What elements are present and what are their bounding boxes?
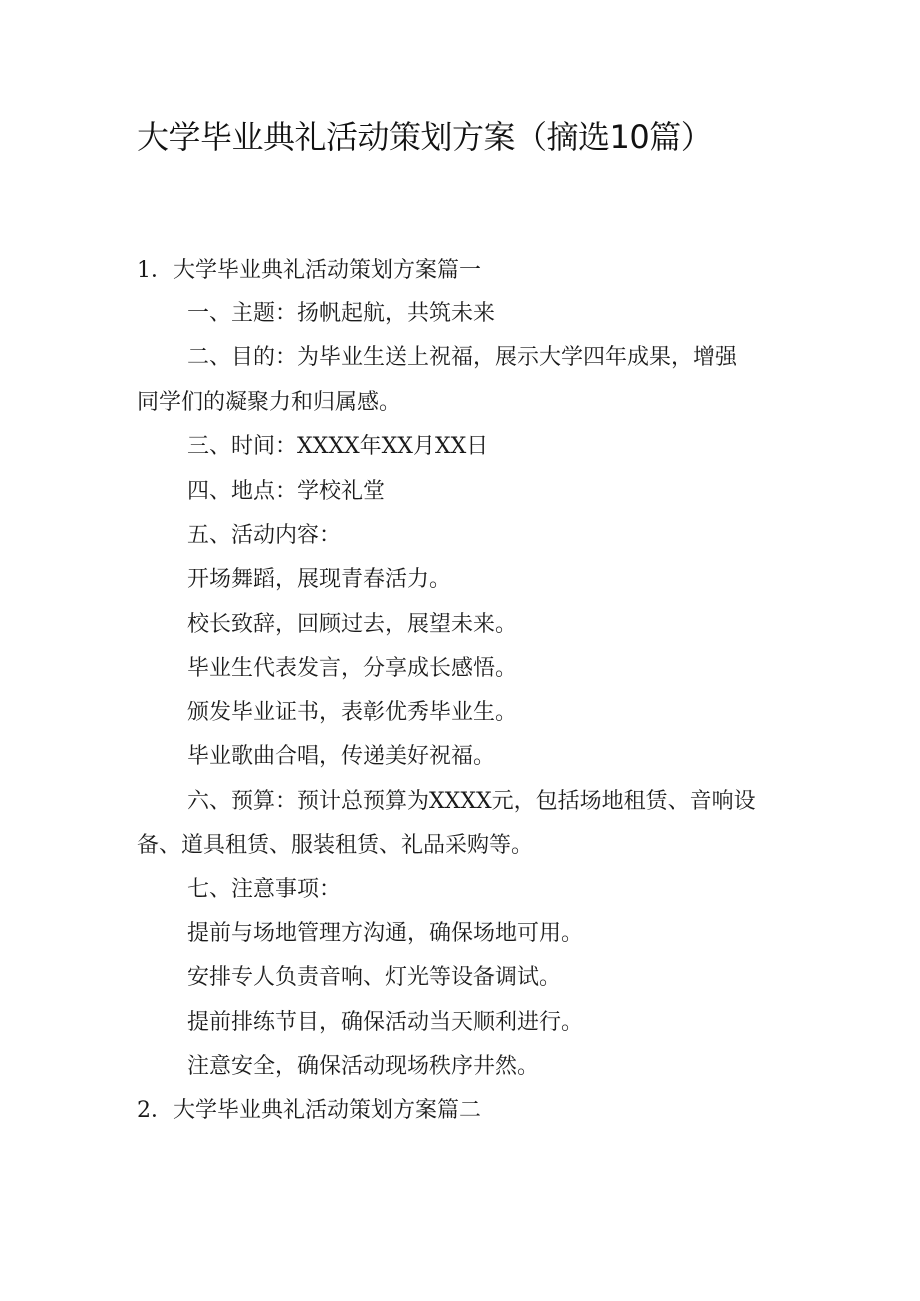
section-heading-1: 1．大学毕业典礼活动策划方案篇一: [137, 258, 481, 283]
paragraph-theme: 一、主题：扬帆起航，共筑未来: [187, 301, 496, 326]
list-item-note: 提前排练节目，确保活动当天顺利进行。: [187, 1010, 584, 1035]
paragraph-location: 四、地点：学校礼堂: [187, 479, 386, 504]
paragraph-budget-continued: 备、道具租赁、服装租赁、礼品采购等。: [137, 833, 534, 858]
list-item-activity: 开场舞蹈，展现青春活力。: [187, 567, 452, 592]
paragraph-time: 三、时间：XXXX年XX月XX日: [187, 434, 489, 459]
list-item-activity: 毕业生代表发言，分享成长感悟。: [187, 656, 518, 681]
list-item-activity: 校长致辞，回顾过去，展望未来。: [187, 612, 518, 637]
document-title: 大学毕业典礼活动策划方案（摘选10篇）: [137, 118, 713, 156]
paragraph-notes-heading: 七、注意事项：: [187, 877, 342, 902]
section-heading-2: 2．大学毕业典礼活动策划方案篇二: [137, 1098, 481, 1123]
paragraph-activities-heading: 五、活动内容：: [187, 523, 342, 548]
paragraph-budget: 六、预算：预计总预算为XXXX元，包括场地租赁、音响设: [187, 789, 756, 814]
paragraph-purpose-continued: 同学们的凝聚力和归属感。: [137, 390, 402, 415]
list-item-note: 注意安全，确保活动现场秩序井然。: [187, 1054, 540, 1079]
list-item-activity: 颁发毕业证书，表彰优秀毕业生。: [187, 700, 518, 725]
list-item-activity: 毕业歌曲合唱，传递美好祝福。: [187, 744, 496, 769]
paragraph-purpose: 二、目的：为毕业生送上祝福，展示大学四年成果，增强: [187, 345, 738, 370]
list-item-note: 安排专人负责音响、灯光等设备调试。: [187, 965, 562, 990]
list-item-note: 提前与场地管理方沟通，确保场地可用。: [187, 921, 584, 946]
